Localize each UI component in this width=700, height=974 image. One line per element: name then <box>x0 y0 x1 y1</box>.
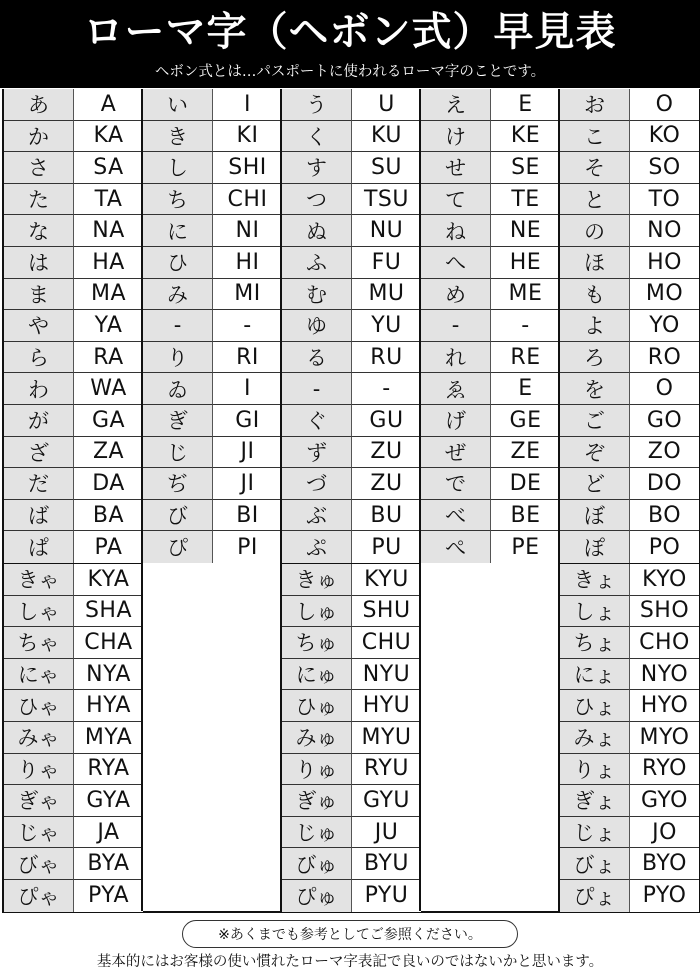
kana-cell: きゅ <box>282 564 352 596</box>
romaji-cell: BO <box>630 500 699 532</box>
kana-cell: ぎゅ <box>282 785 352 817</box>
romaji-cell: GA <box>74 405 143 437</box>
kana-cell: みょ <box>560 722 630 754</box>
romaji-cell: SHI <box>213 152 282 184</box>
romaji-cell: HI <box>213 247 282 279</box>
romaji-cell: TE <box>491 184 560 216</box>
romaji-cell: GYA <box>74 785 143 817</box>
romaji-cell: RI <box>213 342 282 374</box>
kana-cell: お <box>560 89 630 121</box>
romaji-cell: ZU <box>352 437 421 469</box>
romaji-cell: JA <box>74 817 143 849</box>
kana-cell: しゅ <box>282 596 352 628</box>
kana-cell: じゅ <box>282 817 352 849</box>
kana-cell: こ <box>560 121 630 153</box>
romaji-cell: TO <box>630 184 699 216</box>
romaji-cell: NO <box>630 215 699 247</box>
romaji-cell: GI <box>213 405 282 437</box>
romaji-cell: CHI <box>213 184 282 216</box>
kana-cell: せ <box>421 152 491 184</box>
romaji-cell: PYU <box>352 880 421 912</box>
kana-cell: づ <box>282 468 352 500</box>
romaji-cell: NU <box>352 215 421 247</box>
kana-cell: ぴゃ <box>4 880 74 912</box>
basic-column-group <box>141 89 282 563</box>
kana-cell: へ <box>421 247 491 279</box>
romaji-cell: MYA <box>74 722 143 754</box>
romaji-cell: BYU <box>352 848 421 880</box>
romaji-cell: NYA <box>74 659 143 691</box>
romaji-cell: SA <box>74 152 143 184</box>
kana-cell: の <box>560 215 630 247</box>
romaji-cell: MA <box>74 279 143 311</box>
kana-cell: ぜ <box>421 437 491 469</box>
kana-cell: あ <box>4 89 74 121</box>
romaji-cell: RU <box>352 342 421 374</box>
romaji-cell: BA <box>74 500 143 532</box>
kana-cell: た <box>4 184 74 216</box>
romaji-cell: PA <box>74 531 143 563</box>
romaji-cell: ZU <box>352 468 421 500</box>
romaji-cell: MYU <box>352 722 421 754</box>
header <box>0 0 700 88</box>
kana-cell: え <box>421 89 491 121</box>
kana-cell: ぴゅ <box>282 880 352 912</box>
romaji-cell: GE <box>491 405 560 437</box>
kana-cell: - <box>143 310 213 342</box>
kana-cell: ぎょ <box>560 785 630 817</box>
romaji-cell: GU <box>352 405 421 437</box>
kana-cell: ちゃ <box>4 627 74 659</box>
romaji-cell: NYO <box>630 659 699 691</box>
kana-cell: ね <box>421 215 491 247</box>
romaji-cell: DA <box>74 468 143 500</box>
kana-cell: う <box>282 89 352 121</box>
romaji-cell: PU <box>352 531 421 563</box>
romaji-cell: BE <box>491 500 560 532</box>
kana-cell: び <box>143 500 213 532</box>
kana-cell: る <box>282 342 352 374</box>
kana-cell: ぽ <box>560 531 630 563</box>
romaji-cell: JU <box>352 817 421 849</box>
kana-cell: が <box>4 405 74 437</box>
romaji-cell: ZA <box>74 437 143 469</box>
romaji-cell: I <box>213 89 282 121</box>
romaji-cell: NA <box>74 215 143 247</box>
reference-note: ※あくまでも参考としてご参照ください。 <box>182 920 518 948</box>
romaji-cell: - <box>352 373 421 405</box>
romaji-cell: GYU <box>352 785 421 817</box>
kana-cell: つ <box>282 184 352 216</box>
romaji-cell: HE <box>491 247 560 279</box>
kana-cell: わ <box>4 373 74 405</box>
romaji-cell: SO <box>630 152 699 184</box>
romaji-cell: YA <box>74 310 143 342</box>
yoon-column-group <box>558 563 699 912</box>
romaji-cell: KYA <box>74 564 143 596</box>
kana-cell: ゆ <box>282 310 352 342</box>
kana-cell: し <box>143 152 213 184</box>
romaji-cell: PYA <box>74 880 143 912</box>
romaji-cell: - <box>491 310 560 342</box>
kana-cell: じ <box>143 437 213 469</box>
kana-cell: ざ <box>4 437 74 469</box>
kana-cell: ゑ <box>421 373 491 405</box>
romaji-cell: U <box>352 89 421 121</box>
kana-cell: ぐ <box>282 405 352 437</box>
romaji-cell: MYO <box>630 722 699 754</box>
kana-cell: にゃ <box>4 659 74 691</box>
kana-cell: ば <box>4 500 74 532</box>
romaji-cell: RA <box>74 342 143 374</box>
romaji-cell: GYO <box>630 785 699 817</box>
page-subtitle: ヘボン式とは…パスポートに使われるローマ字のことです。 <box>154 64 546 80</box>
romaji-cell: NI <box>213 215 282 247</box>
romaji-cell: KO <box>630 121 699 153</box>
romaji-cell: MI <box>213 279 282 311</box>
romaji-cell: SHA <box>74 596 143 628</box>
romaji-cell: PE <box>491 531 560 563</box>
kana-cell: け <box>421 121 491 153</box>
kana-cell: そ <box>560 152 630 184</box>
romaji-cell: E <box>491 373 560 405</box>
romaji-cell: WA <box>74 373 143 405</box>
kana-cell: - <box>421 310 491 342</box>
romaji-cell: SHU <box>352 596 421 628</box>
kana-cell: じょ <box>560 817 630 849</box>
kana-cell: しょ <box>560 596 630 628</box>
romaji-cell: YU <box>352 310 421 342</box>
romaji-cell: SU <box>352 152 421 184</box>
kana-cell: ぼ <box>560 500 630 532</box>
romaji-cell: PYO <box>630 880 699 912</box>
romaji-cell: RYU <box>352 754 421 786</box>
kana-cell: ち <box>143 184 213 216</box>
romaji-cell: HYO <box>630 690 699 722</box>
kana-cell: に <box>143 215 213 247</box>
kana-cell: む <box>282 279 352 311</box>
kana-cell: びゃ <box>4 848 74 880</box>
romaji-cell: BYA <box>74 848 143 880</box>
romaji-cell: O <box>630 373 699 405</box>
romaji-cell: DO <box>630 468 699 500</box>
basic-column-group <box>2 89 143 563</box>
kana-cell: め <box>421 279 491 311</box>
kana-cell: り <box>143 342 213 374</box>
kana-cell: み <box>143 279 213 311</box>
kana-cell: りゃ <box>4 754 74 786</box>
kana-cell: ちゅ <box>282 627 352 659</box>
kana-cell: ろ <box>560 342 630 374</box>
kana-cell: ぴょ <box>560 880 630 912</box>
romaji-cell: KYU <box>352 564 421 596</box>
romaji-cell: - <box>213 310 282 342</box>
romaji-cell: RYA <box>74 754 143 786</box>
kana-cell: を <box>560 373 630 405</box>
page-title: ローマ字（ヘボン式）早見表 <box>83 9 617 55</box>
kana-cell: い <box>143 89 213 121</box>
kana-cell: れ <box>421 342 491 374</box>
romaji-cell: FU <box>352 247 421 279</box>
romaji-cell: KYO <box>630 564 699 596</box>
romaji-cell: O <box>630 89 699 121</box>
romaji-cell: SHO <box>630 596 699 628</box>
kana-cell: だ <box>4 468 74 500</box>
romaji-cell: TA <box>74 184 143 216</box>
romaji-cell: ZO <box>630 437 699 469</box>
footer-note: 基本的にはお客様の使い慣れたローマ字表記で良いのではないかと思います。 <box>96 954 604 970</box>
romaji-cell: E <box>491 89 560 121</box>
kana-cell: ま <box>4 279 74 311</box>
kana-cell: べ <box>421 500 491 532</box>
kana-cell: ぱ <box>4 531 74 563</box>
kana-cell: ぷ <box>282 531 352 563</box>
kana-cell: ゐ <box>143 373 213 405</box>
kana-cell: ず <box>282 437 352 469</box>
kana-cell: も <box>560 279 630 311</box>
romaji-cell: JO <box>630 817 699 849</box>
yoon-column-group <box>2 563 143 912</box>
romaji-cell: TSU <box>352 184 421 216</box>
romaji-cell: SE <box>491 152 560 184</box>
romaji-cell: A <box>74 89 143 121</box>
kana-cell: や <box>4 310 74 342</box>
column-divider <box>419 563 421 911</box>
romaji-cell: BI <box>213 500 282 532</box>
basic-column-group <box>558 89 699 563</box>
romaji-cell: BYO <box>630 848 699 880</box>
kana-cell: ほ <box>560 247 630 279</box>
kana-cell: な <box>4 215 74 247</box>
romaji-cell: CHU <box>352 627 421 659</box>
romaji-cell: MU <box>352 279 421 311</box>
romaji-cell: RE <box>491 342 560 374</box>
kana-cell: きょ <box>560 564 630 596</box>
kana-cell: しゃ <box>4 596 74 628</box>
romaji-cell: KE <box>491 121 560 153</box>
kana-cell: ちょ <box>560 627 630 659</box>
romaji-cell: NYU <box>352 659 421 691</box>
romaji-cell: PO <box>630 531 699 563</box>
romaji-cell: KI <box>213 121 282 153</box>
kana-cell: く <box>282 121 352 153</box>
kana-cell: - <box>282 373 352 405</box>
romaji-cell: CHA <box>74 627 143 659</box>
kana-cell: は <box>4 247 74 279</box>
kana-cell: びゅ <box>282 848 352 880</box>
romaji-cell: BU <box>352 500 421 532</box>
romaji-cell: JI <box>213 468 282 500</box>
kana-cell: ど <box>560 468 630 500</box>
romaji-cell: HO <box>630 247 699 279</box>
kana-cell: ぎ <box>143 405 213 437</box>
kana-cell: ら <box>4 342 74 374</box>
kana-cell: ぞ <box>560 437 630 469</box>
romaji-cell: ME <box>491 279 560 311</box>
kana-cell: ぎゃ <box>4 785 74 817</box>
kana-cell: ぴ <box>143 531 213 563</box>
kana-cell: か <box>4 121 74 153</box>
column-divider <box>141 563 143 911</box>
kana-cell: す <box>282 152 352 184</box>
romaji-cell: JI <box>213 437 282 469</box>
romaji-cell: GO <box>630 405 699 437</box>
kana-cell: き <box>143 121 213 153</box>
kana-cell: ひゅ <box>282 690 352 722</box>
kana-cell: みゅ <box>282 722 352 754</box>
kana-cell: にょ <box>560 659 630 691</box>
romaji-cell: YO <box>630 310 699 342</box>
kana-cell: ひゃ <box>4 690 74 722</box>
kana-cell: ご <box>560 405 630 437</box>
kana-cell: ぢ <box>143 468 213 500</box>
romaji-table <box>2 89 700 913</box>
basic-column-group <box>419 89 560 563</box>
romaji-cell: NE <box>491 215 560 247</box>
kana-cell: ぶ <box>282 500 352 532</box>
kana-cell: げ <box>421 405 491 437</box>
kana-cell: ひ <box>143 247 213 279</box>
romaji-cell: HYU <box>352 690 421 722</box>
kana-cell: ぺ <box>421 531 491 563</box>
kana-cell: りゅ <box>282 754 352 786</box>
romaji-cell: CHO <box>630 627 699 659</box>
romaji-cell: HYA <box>74 690 143 722</box>
kana-cell: て <box>421 184 491 216</box>
romaji-cell: RYO <box>630 754 699 786</box>
kana-cell: りょ <box>560 754 630 786</box>
kana-cell: ぬ <box>282 215 352 247</box>
kana-cell: さ <box>4 152 74 184</box>
romaji-cell: DE <box>491 468 560 500</box>
kana-cell: みゃ <box>4 722 74 754</box>
romaji-cell: RO <box>630 342 699 374</box>
kana-cell: よ <box>560 310 630 342</box>
kana-cell: ひょ <box>560 690 630 722</box>
romaji-cell: I <box>213 373 282 405</box>
kana-cell: ふ <box>282 247 352 279</box>
romaji-cell: HA <box>74 247 143 279</box>
kana-cell: きゃ <box>4 564 74 596</box>
romaji-cell: PI <box>213 531 282 563</box>
kana-cell: にゅ <box>282 659 352 691</box>
basic-column-group <box>280 89 421 563</box>
romaji-cell: KA <box>74 121 143 153</box>
kana-cell: じゃ <box>4 817 74 849</box>
romaji-cell: KU <box>352 121 421 153</box>
romaji-cell: ZE <box>491 437 560 469</box>
kana-cell: で <box>421 468 491 500</box>
kana-cell: びょ <box>560 848 630 880</box>
romaji-cell: MO <box>630 279 699 311</box>
yoon-column-group <box>280 563 421 912</box>
kana-cell: と <box>560 184 630 216</box>
